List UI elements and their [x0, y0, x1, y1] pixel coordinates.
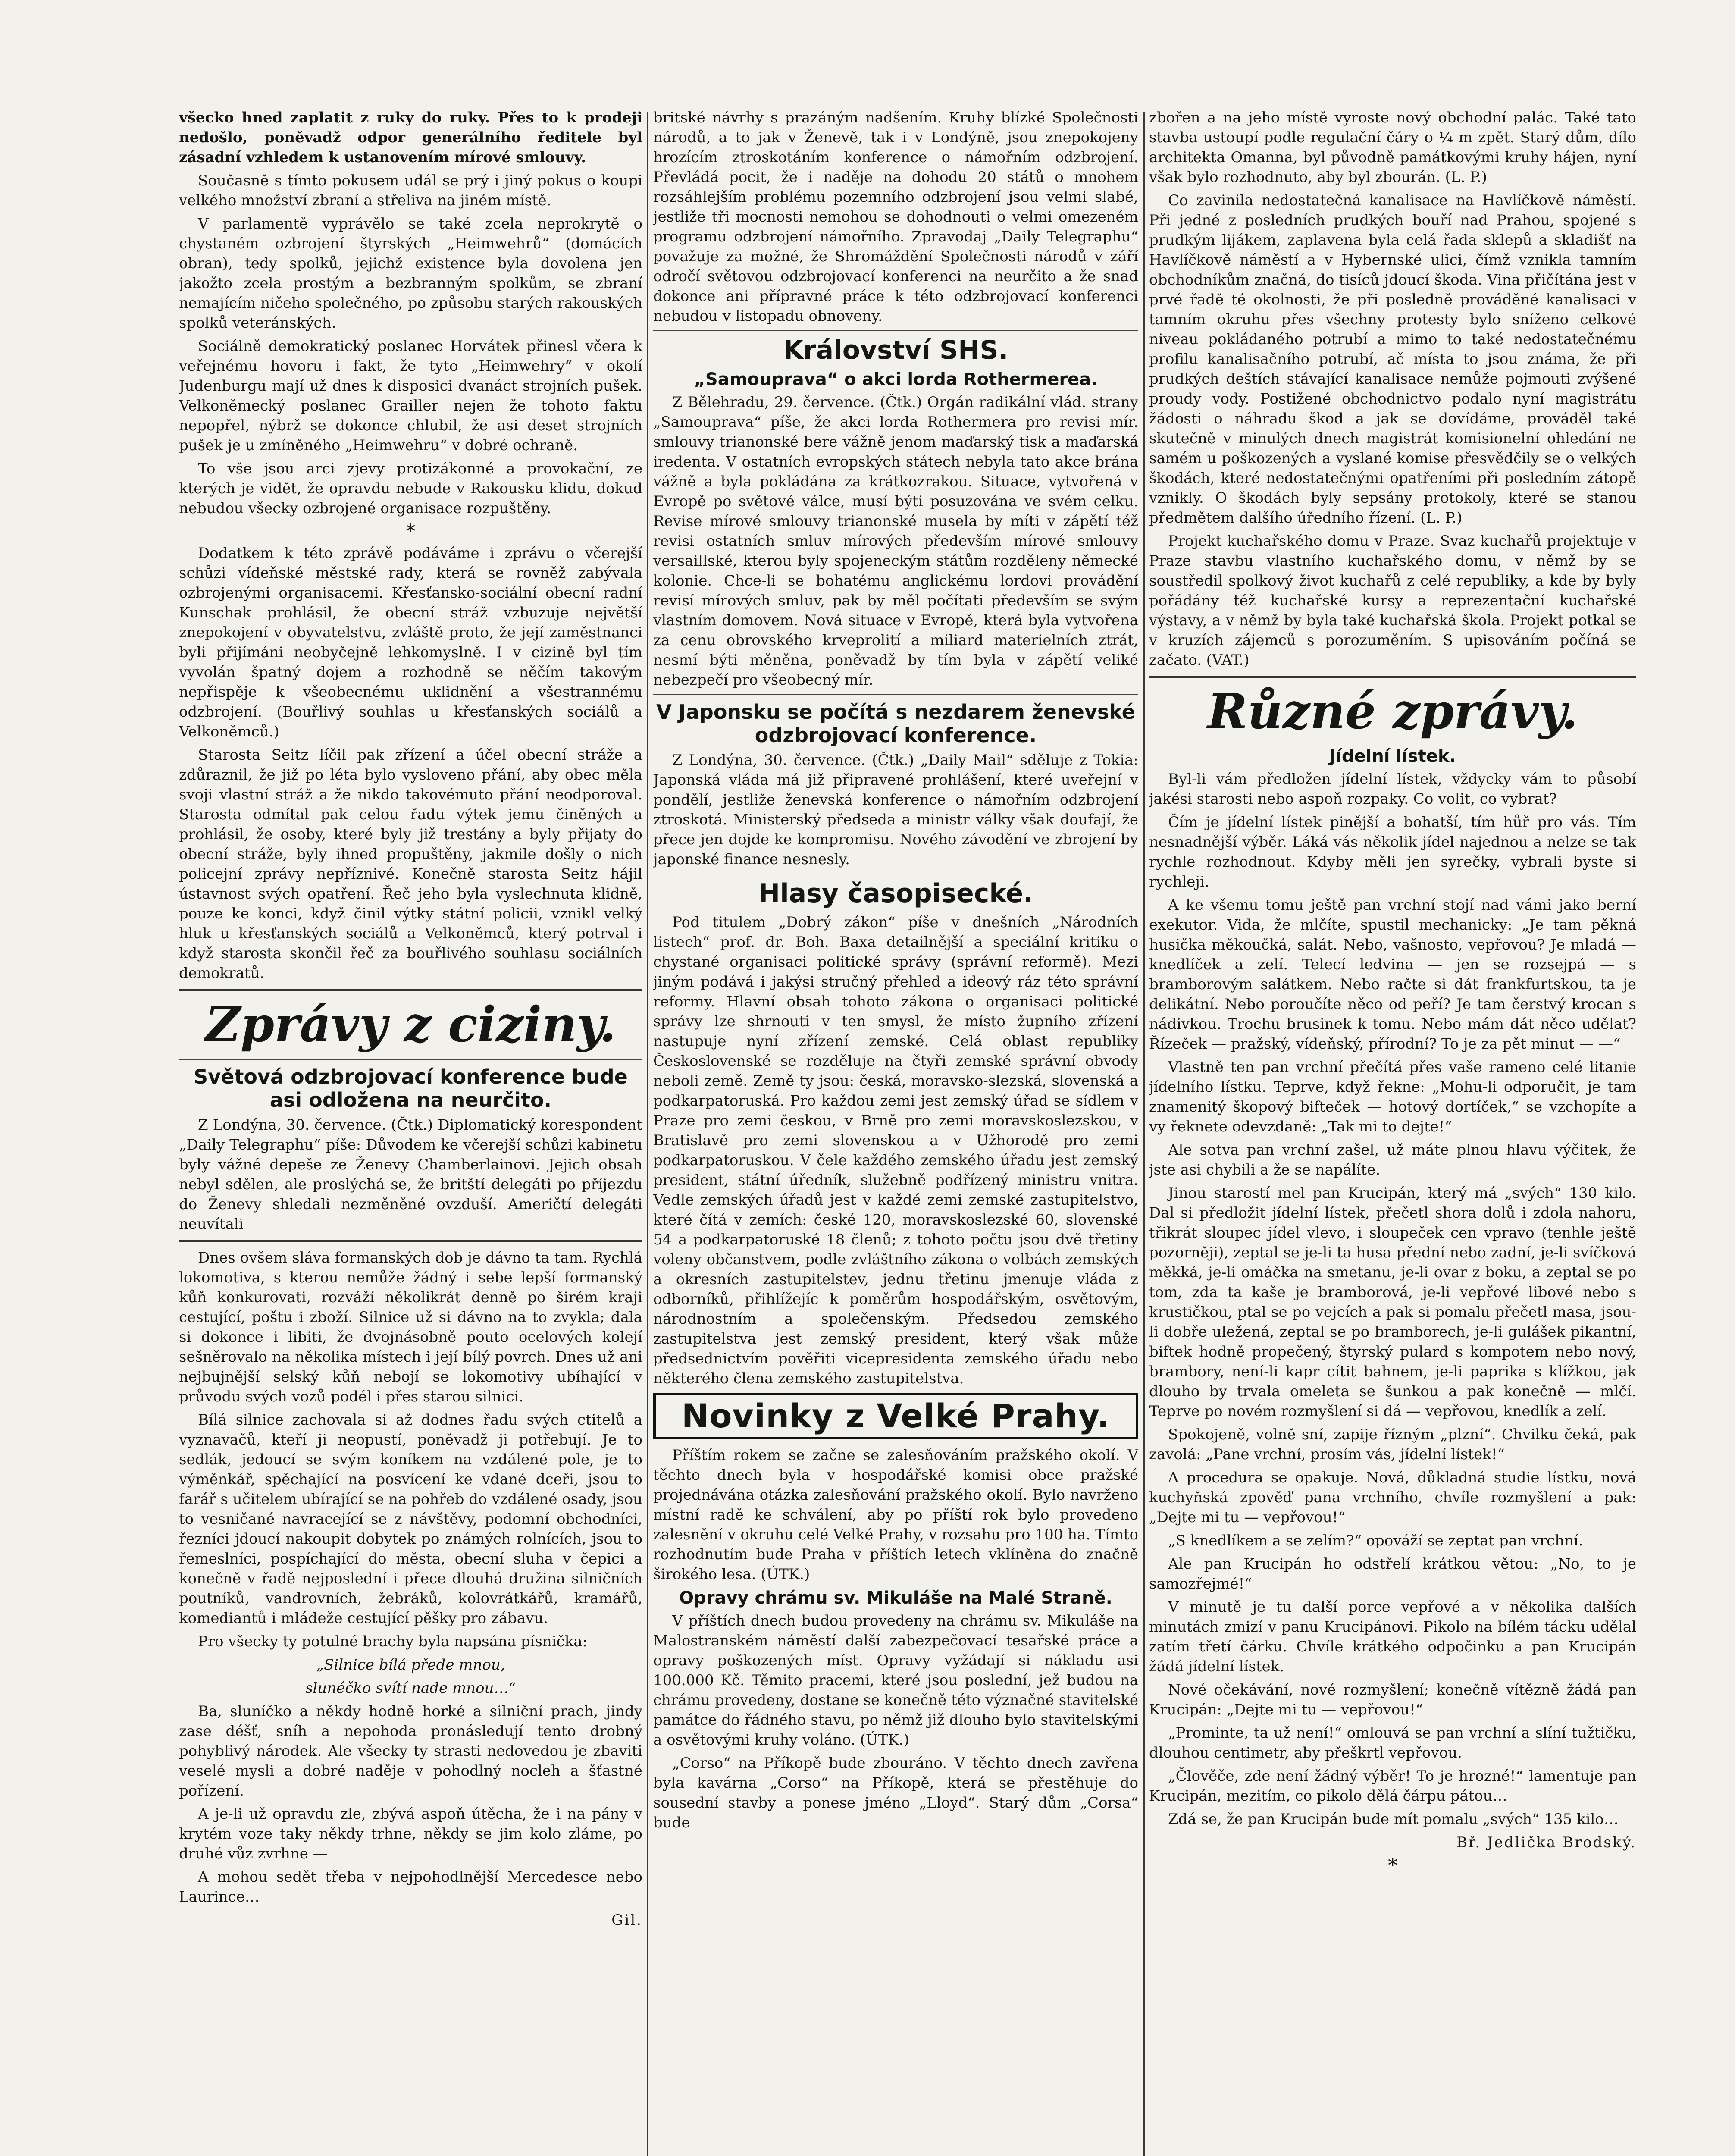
- paragraph: Z Londýna, 30. července. (Čtk.) „Daily Mail“ sděluje z Tokia: Japonská vláda má již připravené prohlášení, které uveřejní v pondělí, jestliže ženevská konference o námořním odzbrojení ztroskotá. Ministerský předseda a ministr války však doufají, že přece jen dojde ke kompromisu. Nového závodění ve zbrojení by japonské finance nesnesly.: [653, 752, 1138, 868]
- paragraph: Co zavinila nedostatečná kanalisace na Havlíčkově náměstí. Při jedné z posledních prudkých bouří nad Prahou, spojené s prudkým lijákem, zaplavena byla celá řada sklepů a skladišť na Havlíčkově náměstí a v Hybernské ulici, čímž vznikla tamním obchodníkům značná, do tisíců jdoucí škoda. Vina přičítána jest v prvé řadě té okolnosti, že při posledně prováděné kanalisaci v tamním okruhu přes všechny protesty bylo sníženo celkové niveau pokládaného potrubí a mimo to také nedostatečnému profilu kanalisačního potrubí, ač místa to jsou známa, že při prudkých deštích stávající kanalisace nemůže pojmouti zvýšené proudy vody. Postižené obchodnictvo podalo nyní magistrátu žádosti o náhradu škod a jak se dovídáme, prováděl také skutečně v minulých dnech magistrát komisionelní ohledání ne samém u poškozených a vyslané komise přesvědčily se o velkých škodách, které nedostatečnými opatřeními při posledním zátopě vznikly. O škodách byly sepsány protokoly, které se stanou předmětem dalšího úředního řízení. (L. P.): [1149, 192, 1636, 526]
- paragraph: Nové očekávání, nové rozmyšlení; konečně vítězně žádá pan Krucipán: „Dejte mi tu — vepřovou!“: [1149, 1681, 1636, 1718]
- divider: [179, 1059, 642, 1060]
- paragraph: Projekt kuchařského domu v Praze. Svaz kuchařů projektuje v Praze stavbu vlastního kuchařského domu, v němž by se soustředil spolkový život kuchařů z celé republiky, a kde by byly pořádány též kuchařské kursy a reprezentační kuchařské výstavy, a v němž by byla také kuchařská škola. Projekt potkal se v kruzích zájemců s porozuměním. S upisováním počíná se začato. (VAT.): [1149, 533, 1636, 669]
- feuilleton-paragraph: A je-li už opravdu zle, zbývá aspoň útěcha, že i na pány v krytém voze taky někdy trhne, někdy se jim kolo zláme, po druhé vůz zvrhne —: [179, 1805, 642, 1862]
- section-heading-press: Hlasy časopisecké.: [758, 878, 1033, 909]
- divider: [1149, 676, 1636, 678]
- paragraph: britské návrhy s prazáným nadšením. Kruhy blízké Společnosti národů, a to jak v Ženevě, tak i v Londýně, jsou znepokojeny hrozícím ztroskotáním konference o námořním odzbrojení. Převládá pocit, že i naděje na dohodu 20 států o mnohem rozsáhlejším problému pozemního odzbrojení jsou velmi slabé, jestliže tři mocnosti nemohou se dohodnouti o velmi omezeném programu odzbrojení námořního. Zpravodaj „Daily Telegraphu“ považuje za možné, že Shromáždění Společnosti národů v září odročí světovou odzbrojovací konferenci na neurčito a že snad dokonce ani přípravné práce k této odzbrojovací konferenci nebudou v listopadu obnoveny.: [653, 109, 1138, 325]
- paragraph: V parlamentě vyprávělo se také zcela neprokrytě o chystaném ozbrojení štyrských „Heimwehrů“ (domácích obran), tedy spolků, jejichž existence byla dovolena jen jakožto zcela prostým a bezbranným spolkům, se zbraní nemajícím ničeho společného, po způsobu starých rakouských spolků veteránských.: [179, 215, 642, 332]
- feuilleton-paragraph: Ba, sluníčko a někdy hodně horké a silniční prach, jindy zase déšť, sníh a nepohoda pronásledují tento drobný pohyblivý národek. Ale všecky ty strasti nedovedou je zbaviti veselé mysli a dobré naděje v pohodlný nocleh a šťastné pořízení.: [179, 1703, 642, 1799]
- section-star: *: [1388, 1855, 1397, 1877]
- column-2: [653, 108, 1138, 2156]
- poem-line: slunéčko svítí nade mnou…“: [305, 1680, 516, 1697]
- paragraph: Sociálně demokratický poslanec Horvátek přinesl včera k veřejnému hovoru i fakt, že tyto „Heimwehry“ v okolí Judenburgu mají už dnes k disposici dvanáct strojních pušek. Velkoněmecký poslanec Grailler nejen že tohoto faktu nepopřel, nýbrž se dokonce chlubil, že asi deset strojních pušek je u zmíněného „Heimwehru“ v dobré ochraně.: [179, 338, 642, 454]
- section-star: *: [406, 520, 416, 542]
- divider: [179, 1240, 642, 1242]
- paragraph: „Corso“ na Příkopě bude zbouráno. V těchto dnech zavřena byla kavárna „Corso“ na Příkopě, která se přestěhuje do sousední stavby a ponese jméno „Lloyd“. Starý dům „Corsa“ bude: [653, 1755, 1138, 1831]
- section-title-foreign-news: Zprávy z ciziny.: [205, 997, 616, 1053]
- article-headline: „Samouprava“ o akci lorda Rothermerea.: [694, 370, 1098, 389]
- paragraph: Spokojeně, volně sní, zapije řízným „plzní“. Chvilku čeká, pak zavolá: „Pane vrchní, prosím vás, jídelní lístek!“: [1149, 1426, 1636, 1463]
- paragraph: Starosta Seitz líčil pak zřízení a účel obecní stráže a zdůraznil, že již po léta bylo vysloveno přání, aby obec měla svoji vlastní stráž a že nikdo takovémuto přání neodporoval. Starosta odmítal pak celou řadu výtek jemu činěných a prohlásil, že osoby, které byly již trestány a byly přijaty do obecní stráže, byly ihned propuštěny, jakmile došly o nich policejní zprávy nepříznivé. Konečně starosta Seitz hájil ústavnost svých opatření. Řeč jeho byla vyslechnuta klidně, pouze ke konci, když činil výtky státní policii, vznikl velký hluk u křesťanských sociálů a Velkoněmců, který potrval i když starosta skončil řeč za bouřlivého souhlasu sociálních demokratů.: [179, 746, 642, 982]
- author-signature: Gil.: [611, 1912, 642, 1929]
- paragraph: Ale pan Krucipán ho odstřelí krátkou větou: „No, to je samozřejmé!“: [1149, 1555, 1636, 1592]
- article-headline: Jídelní lístek.: [1329, 746, 1456, 766]
- section-title-misc-news: Různé zprávy.: [1207, 683, 1578, 740]
- paragraph: Dodatkem k této zprávě podáváme i zprávu o včerejší schůzi vídeňské městské rady, která se rovněž zabývala ozbrojenými organisacemi. Křesťansko-sociální obecní radní Kunschak prohlásil, že obecní stráž vzbuzuje největší znepokojení v obyvatelstvu, zvláště proto, že její zaměstnanci byli přijímáni neobyčejně lehkomyslně. I v cizině byl tím vyvolán špatný dojem a rozhodně se něčím takovým nepřispěje k všeobecnému uklidnění a všestrannému odzbrojení. (Bouřlivý souhlas u křesťanských sociálů a Velkoněmců.): [179, 545, 642, 740]
- feuilleton-paragraph: Bílá silnice zachovala si až dodnes řadu svých ctitelů a vyznavačů, kteří ji neopustí, poněvadž ji potřebují. Je to sedlák, jedoucí se svým koníkem na vzdálené pole, je to výměnkář, spěchající na posvícení ke vdané dceři, jsou to farář s učitelem ubírající se na pohřeb do vzdálené osady, jsou to vesničané navracející se z návštěvy, podomní obchodníci, řezníci jdoucí nakoupit dobytek po známých rolnících, jsou to řemeslníci, pospíchající do města, obecní sluha v čepici a konečně v řadě nejposlední i přece dlouhá družina silničních poutníků, vandrovních, žebráků, kolovrátkářů, kramářů, komediantů i mládeže cestující pěšky pro zábavu.: [179, 1411, 642, 1627]
- paragraph: Čím je jídelní lístek pinější a bohatší, tím hůř pro vás. Tím nesnadnější výběr. Láká vás několik jídel najednou a nelze se tak rychle rozhodnout. Kdyby měli jen syrečky, vybrali byste si rychleji.: [1149, 814, 1636, 890]
- paragraph: zbořen a na jeho místě vyroste nový obchodní palác. Také tato stavba ustoupí podle regulační čáry o ¼ m zpět. Starý dům, dílo architekta Omanna, byl původně památkovými kruhy hájen, nyní však bylo rozhodnuto, aby byl zbourán. (L. P.): [1149, 109, 1636, 186]
- paragraph: Byl-li vám předložen jídelní lístek, vždycky vám to působí jakési starosti nebo aspoň rozpaky. Co volit, co vybrat?: [1149, 771, 1636, 808]
- paragraph: Z Londýna, 30. července. (Čtk.) Diplomatický korespondent „Daily Telegraphu“ píše: Důvodem ke včerejší schůzi kabinetu byly vážné depeše ze Ženevy Chamberlainovi. Jejich obsah nebyl sdělen, ale proslýchá se, že britští delegáti po příjezdu do Ženevy shledali nezměněné ovzduší. Američtí delegáti neuvítali: [179, 1116, 642, 1233]
- article-headline: Opravy chrámu sv. Mikuláše na Malé Straně.: [679, 1588, 1112, 1608]
- paragraph: Příštím rokem se začne se zalesňováním pražského okolí. V těchto dnech byla v hospodářské komisi obce pražské projednávána otázka zalesňování pražského okolí. Bylo navrženo místní radě ke schválení, aby po příští rok bylo provedeno zalesnění v okruhu celé Velké Prahy, v rozsahu pro 100 ha. Tímto rozhodnutím bude Praha v příštích letech vklíněna do značně širokého lesa. (ÚTK.): [653, 1447, 1138, 1583]
- paragraph: Jinou starostí mel pan Krucipán, který má „svých“ 130 kilo. Dal si předložit jídelní lístek, přečetl shora dolů i zdola nahoru, třikrát sloupec jídel vlevo, i sloupeček cen vpravo (tenhle ještě pozorněji), zeptal se je-li ta husa přední nebo zadní, je-li svíčková měkká, je-li omáčka na smetanu, je-li ovar z boku, a zeptal se po tom, zda ta kaše je bramborová, je-li vepřové libové nebo s krustičkou, ptal se po vejcích a pak si pomalu přečetl masa, jsou-li dobře uležená, zeptal se po bramborech, je-li gulášek pikantní, biftek hodně propečený, štyrský pulard s kompotem nebo nový, brambory, není-li kapr cítit bahnem, je-li paprika s klížkou, jak dlouho by trvala omeleta se šunkou a pak konečně — mlčí. Teprve po novém rozmyšlení si dá — vepřovou, knedlík a zelí.: [1149, 1185, 1636, 1420]
- article-headline: V Japonsku se počítá s nezdarem ženevské odzbrojovací konference.: [656, 700, 1135, 747]
- article-headline: Světová odzbrojovací konference bude asi odložena na neurčito.: [194, 1065, 628, 1112]
- divider: [653, 330, 1138, 331]
- paragraph: „Prominte, ta už není!“ omlouvá se pan vrchní a slíní tužtičku, dlouhou centimetr, aby přeškrtl vepřovou.: [1149, 1724, 1636, 1761]
- paragraph: Z Bělehradu, 29. července. (Čtk.) Orgán radikální vlád. strany „Samouprava“ píše, že akci lorda Rothermera pro revisi mír. smlouvy trianonské bere vážně jenom maďarský tisk a maďarská iredenta. V ostatních evropských státech nebyla tato akce brána vážně a byla pokládána za krátkozrakou. Situace, vytvořená v Evropě po světové válce, musí býti posuzována ve svém celku. Revise mírové smlouvy trianonské musela by míti v zápětí též revisi ostatních smluv mírových především mírové smlouvy versaillské, kterou byly spojeneckým státům rozděleny německé kolonie. Chce-li se bohatému anglickému lordovi provádění revisí mírových smluv, pak by měl počítati především se svým vlastním domovem. Nová situace v Evropě, která byla vytvořena za cenu obrovského krveprolití a miliard materielních ztrát, nesmí býti měněna, poněvadž by tím byla v zápětí veliké nebezpečí pro všeobecný mír.: [653, 394, 1138, 689]
- paragraph: Ale sotva pan vrchní zašel, už máte plnou hlavu výčitek, že jste asi chybili a že se napálíte.: [1149, 1141, 1636, 1178]
- paragraph: „S knedlíkem a se zelím?“ opováží se zeptat pan vrchní.: [1168, 1532, 1583, 1549]
- poem-line: „Silnice bílá přede mnou,: [316, 1656, 505, 1673]
- paragraph: Současně s tímto pokusem udál se prý i jiný pokus o koupi velkého množství zbraní a střeliva na jiném místě.: [179, 172, 642, 209]
- divider: [653, 694, 1138, 695]
- divider: [179, 989, 642, 991]
- column-1: [179, 108, 642, 2156]
- author-signature: Bř. Jedlička Brodský.: [1456, 1834, 1636, 1851]
- feuilleton-paragraph: Dnes ovšem sláva formanských dob je dávno ta tam. Rychlá lokomotiva, s kterou nemůže žádný i sebe lepší formanský kůň konkurovati, rozváží několikrát denně po širém kraji cestující, poštu i zboží. Silnice už si dávno na to zvykla; dala si dokonce i libiti, že dvojnásobně pouto ocelových kolejí sešněrovalo na několika místech i její bílý povrch. Dnes už ani nejbujnější selský kůň nebojí se lokomotivy ubíhající v průvodu svých vozů podél i přes starou silnici.: [179, 1249, 642, 1405]
- column-rule-1: [647, 112, 648, 2156]
- paragraph: V příštích dnech budou provedeny na chrámu sv. Mikuláše na Malostranském náměstí další zabezpečovací tesařské práce a opravy poškozených míst. Opravy vyžádají si nákladu asi 100.000 Kč. Těmito pracemi, které jsou poslední, jež budou na chrámu provedeny, dostane se konečně této význačné stavitelské památce do řádného stavu, po němž již dlouho bylo stavitelskými a osvětovými kruhy voláno. (ÚTK.): [653, 1612, 1138, 1749]
- feuilleton-paragraph: Pro všecky ty potulné brachy byla napsána písnička:: [198, 1633, 588, 1650]
- paragraph: V minutě je tu další porce vepřové a v několika dalších minutách zmizí v panu Krucipánovi. Pikolo na bílém tácku udělal zatím třetí čárku. Chvíle krátkého odpočinku a pan Krucipán žádá jídelní lístek.: [1149, 1598, 1636, 1675]
- paragraph: Zdá se, že pan Krucipán bude mít pomalu „svých“ 135 kilo…: [1168, 1811, 1619, 1828]
- section-heading-shs: Království SHS.: [783, 335, 1008, 365]
- paragraph: A procedura se opakuje. Nová, důkladná studie lístku, nová kuchyňská zpověď pana vrchního, chvíle rozmyšlení a pak: „Dejte mi tu — vepřovou!“: [1149, 1469, 1636, 1526]
- column-3: [1149, 108, 1636, 2156]
- paragraph: „Člověče, zde není žádný výběr! To je hrozné!“ lamentuje pan Krucipán, mezitím, co pikolo dělá čárpu pátou…: [1149, 1767, 1636, 1805]
- paragraph: To vše jsou arci zjevy protizákonné a provokační, ze kterých je vidět, že opravdu nebude v Rakousku klidu, dokud nebudou všecky ozbrojené organisace rozpuštěny.: [179, 460, 642, 517]
- feuilleton-paragraph: A mohou sedět třeba v nejpohodlnější Mercedesce nebo Laurince…: [179, 1868, 642, 1905]
- lead-paragraph: všecko hned zaplatit z ruky do ruky. Přes to k prodeji nedošlo, poněvadž odpor generálního ředitele byl zásadní vzhledem k ustanovením mírové smlouvy.: [179, 109, 642, 166]
- paragraph: Pod titulem „Dobrý zákon“ píše v dnešních „Národních listech“ prof. dr. Boh. Baxa detailnější a speciální kritiku o chystané organisaci politické správy (správní reformě). Mezi jiným podává i jakýsi stručný přehled a ideový ráz této správní reformy. Hlavní obsah tohoto zákona o organisaci politické správy lze shrnouti v ten smysl, že místo župního zřízení nastupuje nyní zřízení zemské. Celá oblast republiky Československé se rozděluje na čtyři zemské správní obvody neboli země. Země ty jsou: česká, moravsko-slezská, slovenská a podkarpatoruská. Pro každou zemi jest zemský úřad se sídlem v Praze pro zemi českou, v Brně pro zemi moravskoslezskou, v Bratislavě pro zemi slovenskou a v Užhorodě pro zemi podkarpatoruskou. V čele každého zemského úřadu jest zemský president, státní úředník, služebně podřízený ministru vnitra. Vedle zemských úřadů jest v každé zemi zemské zastupitelstvo, které čítá v zemích: české 120, moravskoslezské 60, slovenské 54 a podkarpatoruské 18 členů; z tohoto počtu jsou dvě třetiny voleny občanstvem, podle zvláštního zákona o volbách zemských a okresních zastupitelstev, jednu třetinu jmenuje vláda z odborníků, přihlížejíc k poměrům hospodářským, osvětovým, národnostním a společenským. Předsedou zemského zastupitelstva jest zemský president, který však může předsednictvím pověřiti vicepresidenta zemského úřadu nebo některého člena zemského zastupitelstva.: [653, 914, 1138, 1387]
- paragraph: Vlastně ten pan vrchní přečítá přes vaše rameno celé litanie jídelního lístku. Teprve, když řekne: „Mohu-li odporučit, je tam znamenitý škopový bifteček — hotový dortíček,“ se vzchopíte a vy řeknete odevzdaně: „Tak mi to dejte!“: [1149, 1059, 1636, 1135]
- column-rule-2: [1143, 112, 1145, 2156]
- paragraph: A ke všemu tomu ještě pan vrchní stojí nad vámi jako berní exekutor. Vida, že mlčíte, spustil mechanicky: „Je tam pěkná husička měkoučká, salát. Nebo, vašnosto, vepřovou? Je mladá — knedlíček a zelí. Telecí ledvina — jen se rozsejpá — s bramborovým salátkem. Nebo račte si dát frankfurtskou, ta je delikátní. Nebo poroučíte něco od peří? Je tam čerstvý krocan s nádivkou. Trochu brusinek k tomu. Nebo mám dát něco udělat? Řízeček — pražský, vídeňský, přírodní? To je za pět minut — —“: [1149, 896, 1636, 1053]
- section-banner-prague: Novinky z Velké Prahy.: [653, 1393, 1138, 1439]
